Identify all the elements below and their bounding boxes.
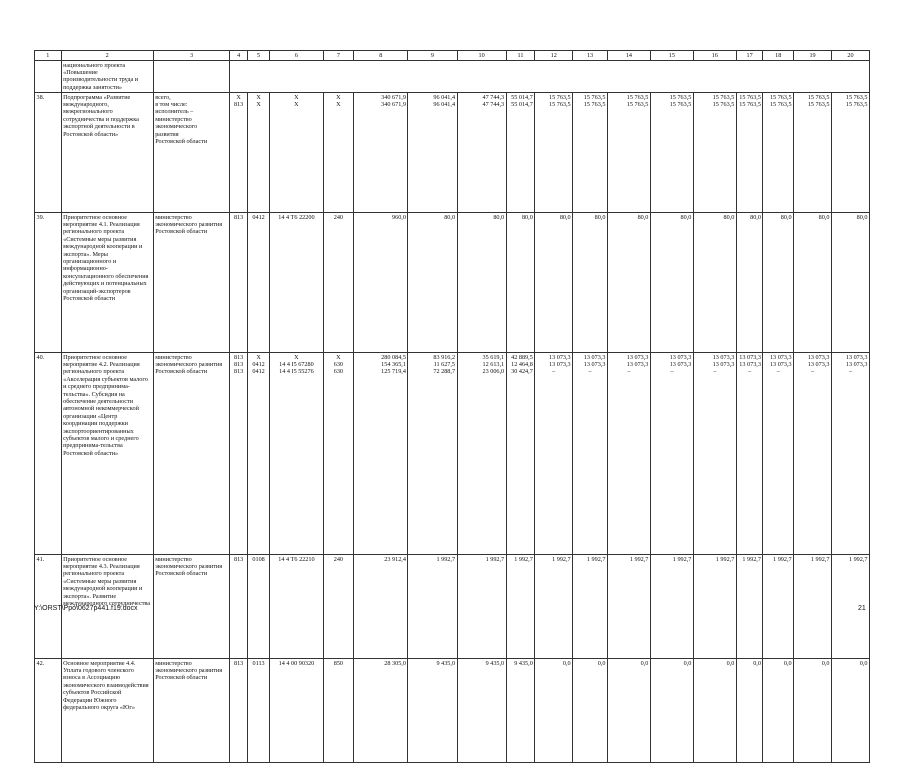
table-row	[35, 213, 870, 353]
value-cell	[247, 93, 270, 213]
value-cell	[693, 213, 736, 353]
value-cell	[354, 213, 408, 353]
value-cell	[230, 213, 247, 353]
value-line: 0,0	[597, 659, 606, 667]
value-cell	[831, 659, 869, 763]
value-cell	[794, 213, 832, 353]
value-cell	[270, 659, 323, 763]
value-cell	[457, 213, 506, 353]
value-line: 13 073,3	[548, 353, 571, 361]
value-cell	[270, 93, 323, 213]
value-cell	[506, 555, 535, 659]
value-line: 154 365,1	[381, 360, 406, 368]
value-line: 80,0	[723, 213, 735, 221]
activity-name: Приоритетное основное мероприятие 4.2. Реализация регионального проекта «Акселерация субъектов малого и среднего предпринима-тельства». Субсидия на обеспечение деятельности автономной некоммерческой организации «Центр координации поддержки экспортоориентированных субъектов малого и среднего предпринима-тельства Ростовской области»	[61, 353, 153, 555]
value-line: –	[848, 368, 853, 376]
value-line: –	[748, 368, 752, 376]
value-line: 14 4 Т6 22210	[278, 555, 315, 563]
value-line: 850	[333, 659, 343, 667]
value-cell	[247, 353, 270, 555]
value-cell	[607, 555, 650, 659]
value-cell	[650, 659, 693, 763]
value-line: 125 719,4	[381, 368, 406, 376]
value-cell	[535, 93, 573, 213]
value-line: 0412	[252, 213, 265, 221]
header-cell: 8	[354, 51, 408, 61]
table-row	[35, 659, 870, 763]
value-cell	[535, 213, 573, 353]
value-cell	[506, 353, 535, 555]
value-cell	[230, 353, 247, 555]
header-cell: 6	[270, 51, 323, 61]
value-cell	[457, 353, 506, 555]
value-cell	[573, 659, 608, 763]
value-line: 11 627,5	[433, 360, 456, 368]
value-line: 14 4 I5 55276	[279, 368, 314, 376]
value-cell	[408, 213, 457, 353]
value-line: 0,0	[683, 659, 692, 667]
value-line: 80,0	[521, 213, 533, 221]
executor-line: в том числе:	[155, 100, 188, 108]
value-line: 1 992,7	[773, 555, 792, 563]
value-line: X	[256, 93, 261, 101]
value-line: 15 763,5	[739, 93, 761, 101]
value-cell	[247, 213, 270, 353]
value-cell	[535, 555, 573, 659]
value-cell	[247, 555, 270, 659]
value-line: 1 992,7	[586, 555, 606, 563]
value-line: X	[294, 353, 299, 361]
value-line: 35 619,1	[482, 353, 505, 361]
value-line: 9 435,0	[514, 659, 533, 667]
value-line: 15 763,5	[845, 93, 868, 101]
value-line: 80,0	[856, 213, 868, 221]
value-line: 0,0	[783, 659, 792, 667]
value-cell	[693, 555, 736, 659]
header-row	[35, 51, 870, 61]
file-path: Y:\ORST\Ppo\0627p441.f19.docx	[34, 605, 138, 612]
value-line: 15 763,5	[548, 100, 571, 108]
value-line: 0,0	[753, 659, 761, 667]
executor: министерство экономического развития Ростовской области	[153, 659, 230, 763]
executor-line: развития	[155, 130, 179, 138]
value-line: 47 744,3	[482, 100, 505, 108]
executor: министерство экономического развития Ростовской области	[153, 555, 230, 659]
value-line: 28 305,0	[384, 659, 406, 667]
value-line: 23 912,4	[384, 555, 406, 563]
value-cell	[535, 353, 573, 555]
value-cell	[506, 93, 535, 213]
value-cell	[650, 353, 693, 555]
value-cell	[794, 659, 832, 763]
value-line: 1 992,7	[848, 555, 868, 563]
header-cell: 7	[323, 51, 354, 61]
value-line: 55 014,7	[511, 93, 533, 101]
value-line: 15 763,5	[626, 93, 649, 101]
value-line: 13 073,3	[769, 353, 792, 361]
value-line: 80,0	[780, 213, 792, 221]
activity-name: Приоритетное основное мероприятие 4.3. Реализация регионального проекта «Системные меры развития международной кооперации и экспорта». Развитие международного сотрудничества	[61, 555, 153, 659]
value-line: 340 671,9	[381, 100, 406, 108]
value-line: 1 992,7	[485, 555, 505, 563]
value-cell	[408, 93, 457, 213]
table-row	[35, 93, 870, 213]
value-cell	[506, 659, 535, 763]
value-line: 15 763,5	[845, 100, 868, 108]
value-cell	[736, 213, 763, 353]
value-cell	[693, 353, 736, 555]
value-cell	[247, 659, 270, 763]
value-cell	[736, 353, 763, 555]
value-cell	[794, 93, 832, 213]
value-cell	[607, 659, 650, 763]
value-line: 42 889,5	[511, 353, 533, 361]
value-cell	[270, 353, 323, 555]
value-line: 13 073,3	[669, 360, 692, 368]
value-line: X	[336, 100, 341, 108]
executor-line: исполнитель –	[155, 108, 194, 116]
value-line: 80,0	[680, 213, 692, 221]
continuation-row	[35, 61, 870, 93]
value-line: 13 073,3	[583, 360, 606, 368]
header-cell: 20	[831, 51, 869, 61]
value-cell	[831, 93, 869, 213]
value-line: 12 464,8	[511, 360, 533, 368]
value-line: X	[236, 93, 241, 101]
value-line: –	[552, 368, 556, 376]
value-line: X	[336, 93, 341, 101]
header-cell: 2	[61, 51, 153, 61]
value-cell	[573, 93, 608, 213]
value-cell	[270, 555, 323, 659]
value-line: 813	[233, 368, 244, 376]
value-line: 1 992,7	[514, 555, 533, 563]
value-line: 14 4 00 90320	[278, 659, 315, 667]
value-line: 13 073,3	[626, 360, 649, 368]
row-number: 41.	[35, 555, 62, 659]
value-cell	[230, 659, 247, 763]
value-line: 0,0	[821, 659, 830, 667]
value-line: 80,0	[818, 213, 830, 221]
value-line: 280 084,5	[381, 353, 406, 361]
value-line: 0,0	[726, 659, 735, 667]
value-line: 0412	[252, 368, 265, 376]
value-cell	[457, 555, 506, 659]
value-line: 1 992,7	[672, 555, 692, 563]
value-cell	[650, 555, 693, 659]
value-line: 13 073,3	[548, 360, 571, 368]
header-cell: 17	[736, 51, 763, 61]
value-line: 14 4 Т6 22200	[278, 213, 315, 221]
value-line: –	[627, 368, 631, 376]
executor-line: министерство	[155, 115, 192, 123]
header-cell: 12	[535, 51, 573, 61]
value-line: 80,0	[559, 213, 571, 221]
value-cell	[354, 93, 408, 213]
value-cell	[831, 353, 869, 555]
executor-line: Ростовской области	[155, 137, 208, 145]
value-cell	[408, 659, 457, 763]
executor: министерство экономического развития Ростовской области	[153, 353, 230, 555]
value-line: 14 4 I5 67280	[279, 360, 314, 368]
value-line: –	[670, 368, 674, 376]
value-cell	[607, 353, 650, 555]
value-cell	[763, 353, 794, 555]
value-line: 13 073,3	[845, 353, 868, 361]
value-cell	[650, 213, 693, 353]
value-line: 13 073,3	[807, 353, 830, 361]
value-line: 83 916,2	[433, 353, 456, 361]
executor-line: всего,	[155, 93, 171, 101]
value-line: 30 424,7	[511, 368, 533, 376]
value-line: 15 763,5	[669, 93, 692, 101]
value-cell	[354, 555, 408, 659]
value-line: 1 992,7	[810, 555, 830, 563]
value-line: 13 073,3	[807, 360, 830, 368]
value-cell	[323, 555, 354, 659]
value-line: 1 992,7	[715, 555, 735, 563]
value-cell	[573, 353, 608, 555]
value-line: 80,0	[493, 213, 505, 221]
value-line: –	[588, 368, 592, 376]
value-line: 1 992,7	[552, 555, 571, 563]
header-cell: 13	[573, 51, 608, 61]
header-cell: 18	[763, 51, 794, 61]
header-cell: 1	[35, 51, 62, 61]
value-line: 813	[233, 213, 244, 221]
value-cell	[323, 659, 354, 763]
value-line: 47 744,3	[482, 93, 505, 101]
row-number: 38.	[35, 93, 62, 213]
value-line: 340 671,9	[381, 93, 406, 101]
activity-name: Основное мероприятие 4.4. Уплата годового членского взноса в Ассоциацию экономического взаимодействия субъектов Российской Федерации Южного федерального округа «Юг»	[61, 659, 153, 763]
value-cell	[763, 213, 794, 353]
table-row	[35, 353, 870, 555]
value-line: 1 992,7	[742, 555, 761, 563]
page-number: 21	[858, 605, 866, 612]
value-cell	[693, 93, 736, 213]
value-line: 15 763,5	[583, 93, 606, 101]
value-line: 15 763,5	[769, 93, 792, 101]
value-cell	[354, 659, 408, 763]
header-cell: 16	[693, 51, 736, 61]
value-cell	[506, 213, 535, 353]
value-cell	[270, 213, 323, 353]
value-line: 630	[333, 368, 343, 376]
value-cell	[763, 555, 794, 659]
value-line: 15 763,5	[769, 100, 792, 108]
header-cell: 15	[650, 51, 693, 61]
value-cell	[794, 353, 832, 555]
value-line: 13 073,3	[739, 353, 761, 361]
header-cell: 10	[457, 51, 506, 61]
executor-line: экономического	[155, 123, 198, 131]
header-cell: 11	[506, 51, 535, 61]
value-line: 813	[233, 555, 244, 563]
value-line: 15 763,5	[807, 93, 830, 101]
value-cell	[323, 353, 354, 555]
value-line: 13 073,3	[845, 360, 868, 368]
row-number: 42.	[35, 659, 62, 763]
header-cell: 4	[230, 51, 247, 61]
value-cell	[457, 659, 506, 763]
value-cell	[573, 213, 608, 353]
value-line: –	[810, 368, 815, 376]
executor	[153, 93, 230, 213]
value-line: 15 763,5	[669, 100, 692, 108]
value-cell	[736, 93, 763, 213]
value-line: –	[776, 368, 780, 376]
value-line: 80,0	[594, 213, 606, 221]
value-line: 0,0	[859, 659, 868, 667]
value-line: 96 041,4	[433, 93, 456, 101]
value-cell	[831, 213, 869, 353]
value-line: X	[256, 100, 261, 108]
value-line: 80,0	[750, 213, 761, 221]
value-line: 80,0	[444, 213, 456, 221]
value-line: 240	[333, 213, 343, 221]
header-cell: 14	[607, 51, 650, 61]
value-cell	[573, 555, 608, 659]
value-line: –	[713, 368, 717, 376]
value-line: 0,0	[640, 659, 649, 667]
value-line: 72 288,7	[433, 368, 456, 376]
header-cell: 9	[408, 51, 457, 61]
value-cell	[693, 659, 736, 763]
value-line: 0412	[252, 360, 265, 368]
value-line: 13 073,3	[712, 353, 735, 361]
value-line: 813	[233, 659, 244, 667]
value-cell	[763, 93, 794, 213]
value-line: X	[256, 353, 261, 361]
value-line: 630	[333, 360, 343, 368]
value-line: 80,0	[637, 213, 649, 221]
value-line: 813	[233, 360, 244, 368]
value-line: X	[294, 100, 299, 108]
activity-name: Приоритетное основное мероприятие 4.1. Реализация регионального проекта «Системные меры развития международной кооперации и экспорта». Меры организационного и информационно-консультационного обеспечения действующих и потенциальных организаций-экспортеров Ростовской области	[61, 213, 153, 353]
value-cell	[794, 555, 832, 659]
activity-name: Подпрограмма «Развитие международного, межрегионального сотрудничества и поддержка экспортной деятельности в Ростовской области»	[61, 93, 153, 213]
row-number: 39.	[35, 213, 62, 353]
value-line: 13 073,3	[583, 353, 606, 361]
value-cell	[607, 213, 650, 353]
header-cell: 3	[153, 51, 230, 61]
value-line: 12 613,1	[482, 360, 505, 368]
value-line: 240	[333, 555, 343, 563]
value-line: 813	[233, 353, 244, 361]
value-cell	[457, 93, 506, 213]
value-cell	[736, 555, 763, 659]
value-line: 1 992,7	[436, 555, 456, 563]
value-line: 13 073,3	[739, 360, 761, 368]
value-line: X	[336, 353, 341, 361]
value-line: 15 763,5	[712, 93, 735, 101]
value-line: 15 763,5	[626, 100, 649, 108]
value-cell	[736, 659, 763, 763]
value-line: 960,0	[392, 213, 406, 221]
value-cell	[408, 353, 457, 555]
value-cell	[535, 659, 573, 763]
value-line: 0108	[252, 555, 265, 563]
header-cell: 19	[794, 51, 832, 61]
value-line: 15 763,5	[739, 100, 761, 108]
value-line: 13 073,3	[769, 360, 792, 368]
row-number: 40.	[35, 353, 62, 555]
value-line: 15 763,5	[807, 100, 830, 108]
value-line: 0113	[252, 659, 265, 667]
value-cell	[230, 93, 247, 213]
continuation-name: национального проекта «Повышение производительности труда и поддержка занятости»	[61, 61, 153, 93]
budget-table	[34, 50, 870, 763]
value-line: 23 006,0	[482, 368, 505, 376]
executor: министерство экономического развития Ростовской области	[153, 213, 230, 353]
value-line: X	[294, 93, 299, 101]
value-line: 15 763,5	[712, 100, 735, 108]
header-cell: 5	[247, 51, 270, 61]
value-line: 13 073,3	[669, 353, 692, 361]
value-cell	[354, 353, 408, 555]
value-line: 813	[233, 100, 244, 108]
value-line: 13 073,3	[712, 360, 735, 368]
value-line: 15 763,5	[583, 100, 606, 108]
value-line: 96 041,4	[433, 100, 456, 108]
value-cell	[323, 213, 354, 353]
value-cell	[323, 93, 354, 213]
value-line: 1 992,7	[629, 555, 649, 563]
value-cell	[230, 555, 247, 659]
value-line: 9 435,0	[436, 659, 456, 667]
value-cell	[408, 555, 457, 659]
value-line: 55 014,7	[511, 100, 533, 108]
value-cell	[607, 93, 650, 213]
value-line: 15 763,5	[548, 93, 571, 101]
value-cell	[650, 93, 693, 213]
value-line: 9 435,0	[485, 659, 505, 667]
table-row	[35, 555, 870, 659]
value-line: 13 073,3	[626, 353, 649, 361]
value-line: 0,0	[562, 659, 571, 667]
value-cell	[763, 659, 794, 763]
